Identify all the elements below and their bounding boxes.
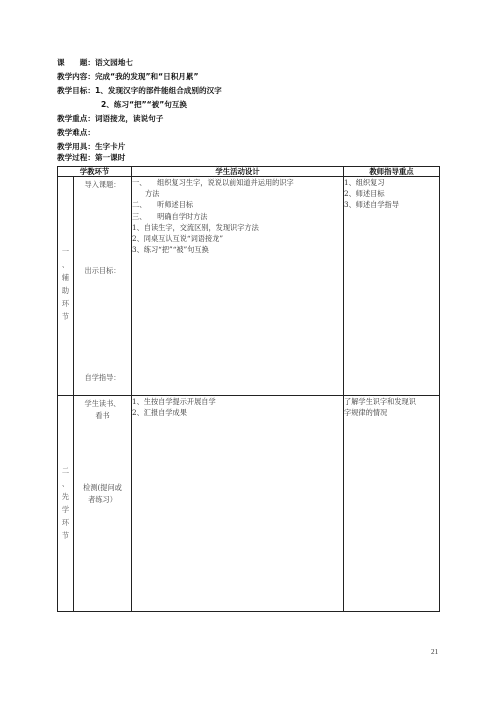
- page-number: 21: [431, 648, 439, 656]
- stage-label-auxiliary: 一 、 辅 助 环 节: [58, 177, 74, 396]
- teaching-tools: 教学用具：生字卡片: [57, 142, 126, 151]
- teaching-key-point: 教学重点：词语接龙，读说句子: [57, 114, 164, 123]
- teaching-process: 教学过程：第一课时: [57, 153, 126, 162]
- substage-intro: 导入课题：: [84, 180, 121, 189]
- header-teacher-points: 教师指导重点: [344, 167, 440, 177]
- substage-check-cont: 者练习）: [88, 495, 117, 504]
- substage-cell: [74, 396, 132, 612]
- stage-label-pre-learning: 二 、 先 学 环 节: [58, 396, 74, 612]
- substage-check: 检测(提问或: [83, 483, 122, 492]
- teacher-points-cell: 了解学生识字和发现识 字规律的情况: [344, 396, 440, 612]
- table-row: [58, 396, 440, 612]
- substage-reading: 学生读书、: [84, 399, 121, 408]
- substage-goals: 出示目标：: [84, 266, 121, 275]
- substage-cell: [74, 177, 132, 396]
- substage-self-study: 自学指导：: [84, 373, 121, 382]
- header-stage: 学教环节: [58, 167, 132, 177]
- table-header-row: [58, 167, 440, 177]
- activities-cell: 1、生按自学提示开展自学 2、汇报自学成果: [132, 396, 344, 612]
- teacher-points-cell: 1、组织复习 2、师述目标 3、师述自学指导: [344, 177, 440, 396]
- activities-cell: 一、 组织复习生字，说说以前知道并运用的识字 方法 二、 听师述目标 三、 明确自学时方法 1、自读生字，交流区别，发现识字方法 2、同桌互认互说“词语接龙” 3、练习“把”“被”句互换: [132, 177, 344, 396]
- substage-reading-cont: 看书: [95, 411, 110, 420]
- header-activities: 学生活动设计: [132, 167, 344, 177]
- teaching-difficulty: 教学难点：: [57, 128, 95, 137]
- teaching-content: 教学内容：完成“我的发现”和“日积月累”: [57, 72, 199, 81]
- lesson-plan-table: [57, 166, 440, 612]
- teaching-goal-1: 教学目标：1、发现汉字的部件能组合成别的汉字: [57, 86, 222, 95]
- teaching-goal-2: 2、练习“把”“被”句互换: [101, 100, 187, 109]
- table-row: [58, 177, 440, 396]
- lesson-topic: 课 题：语文园地七: [57, 58, 133, 67]
